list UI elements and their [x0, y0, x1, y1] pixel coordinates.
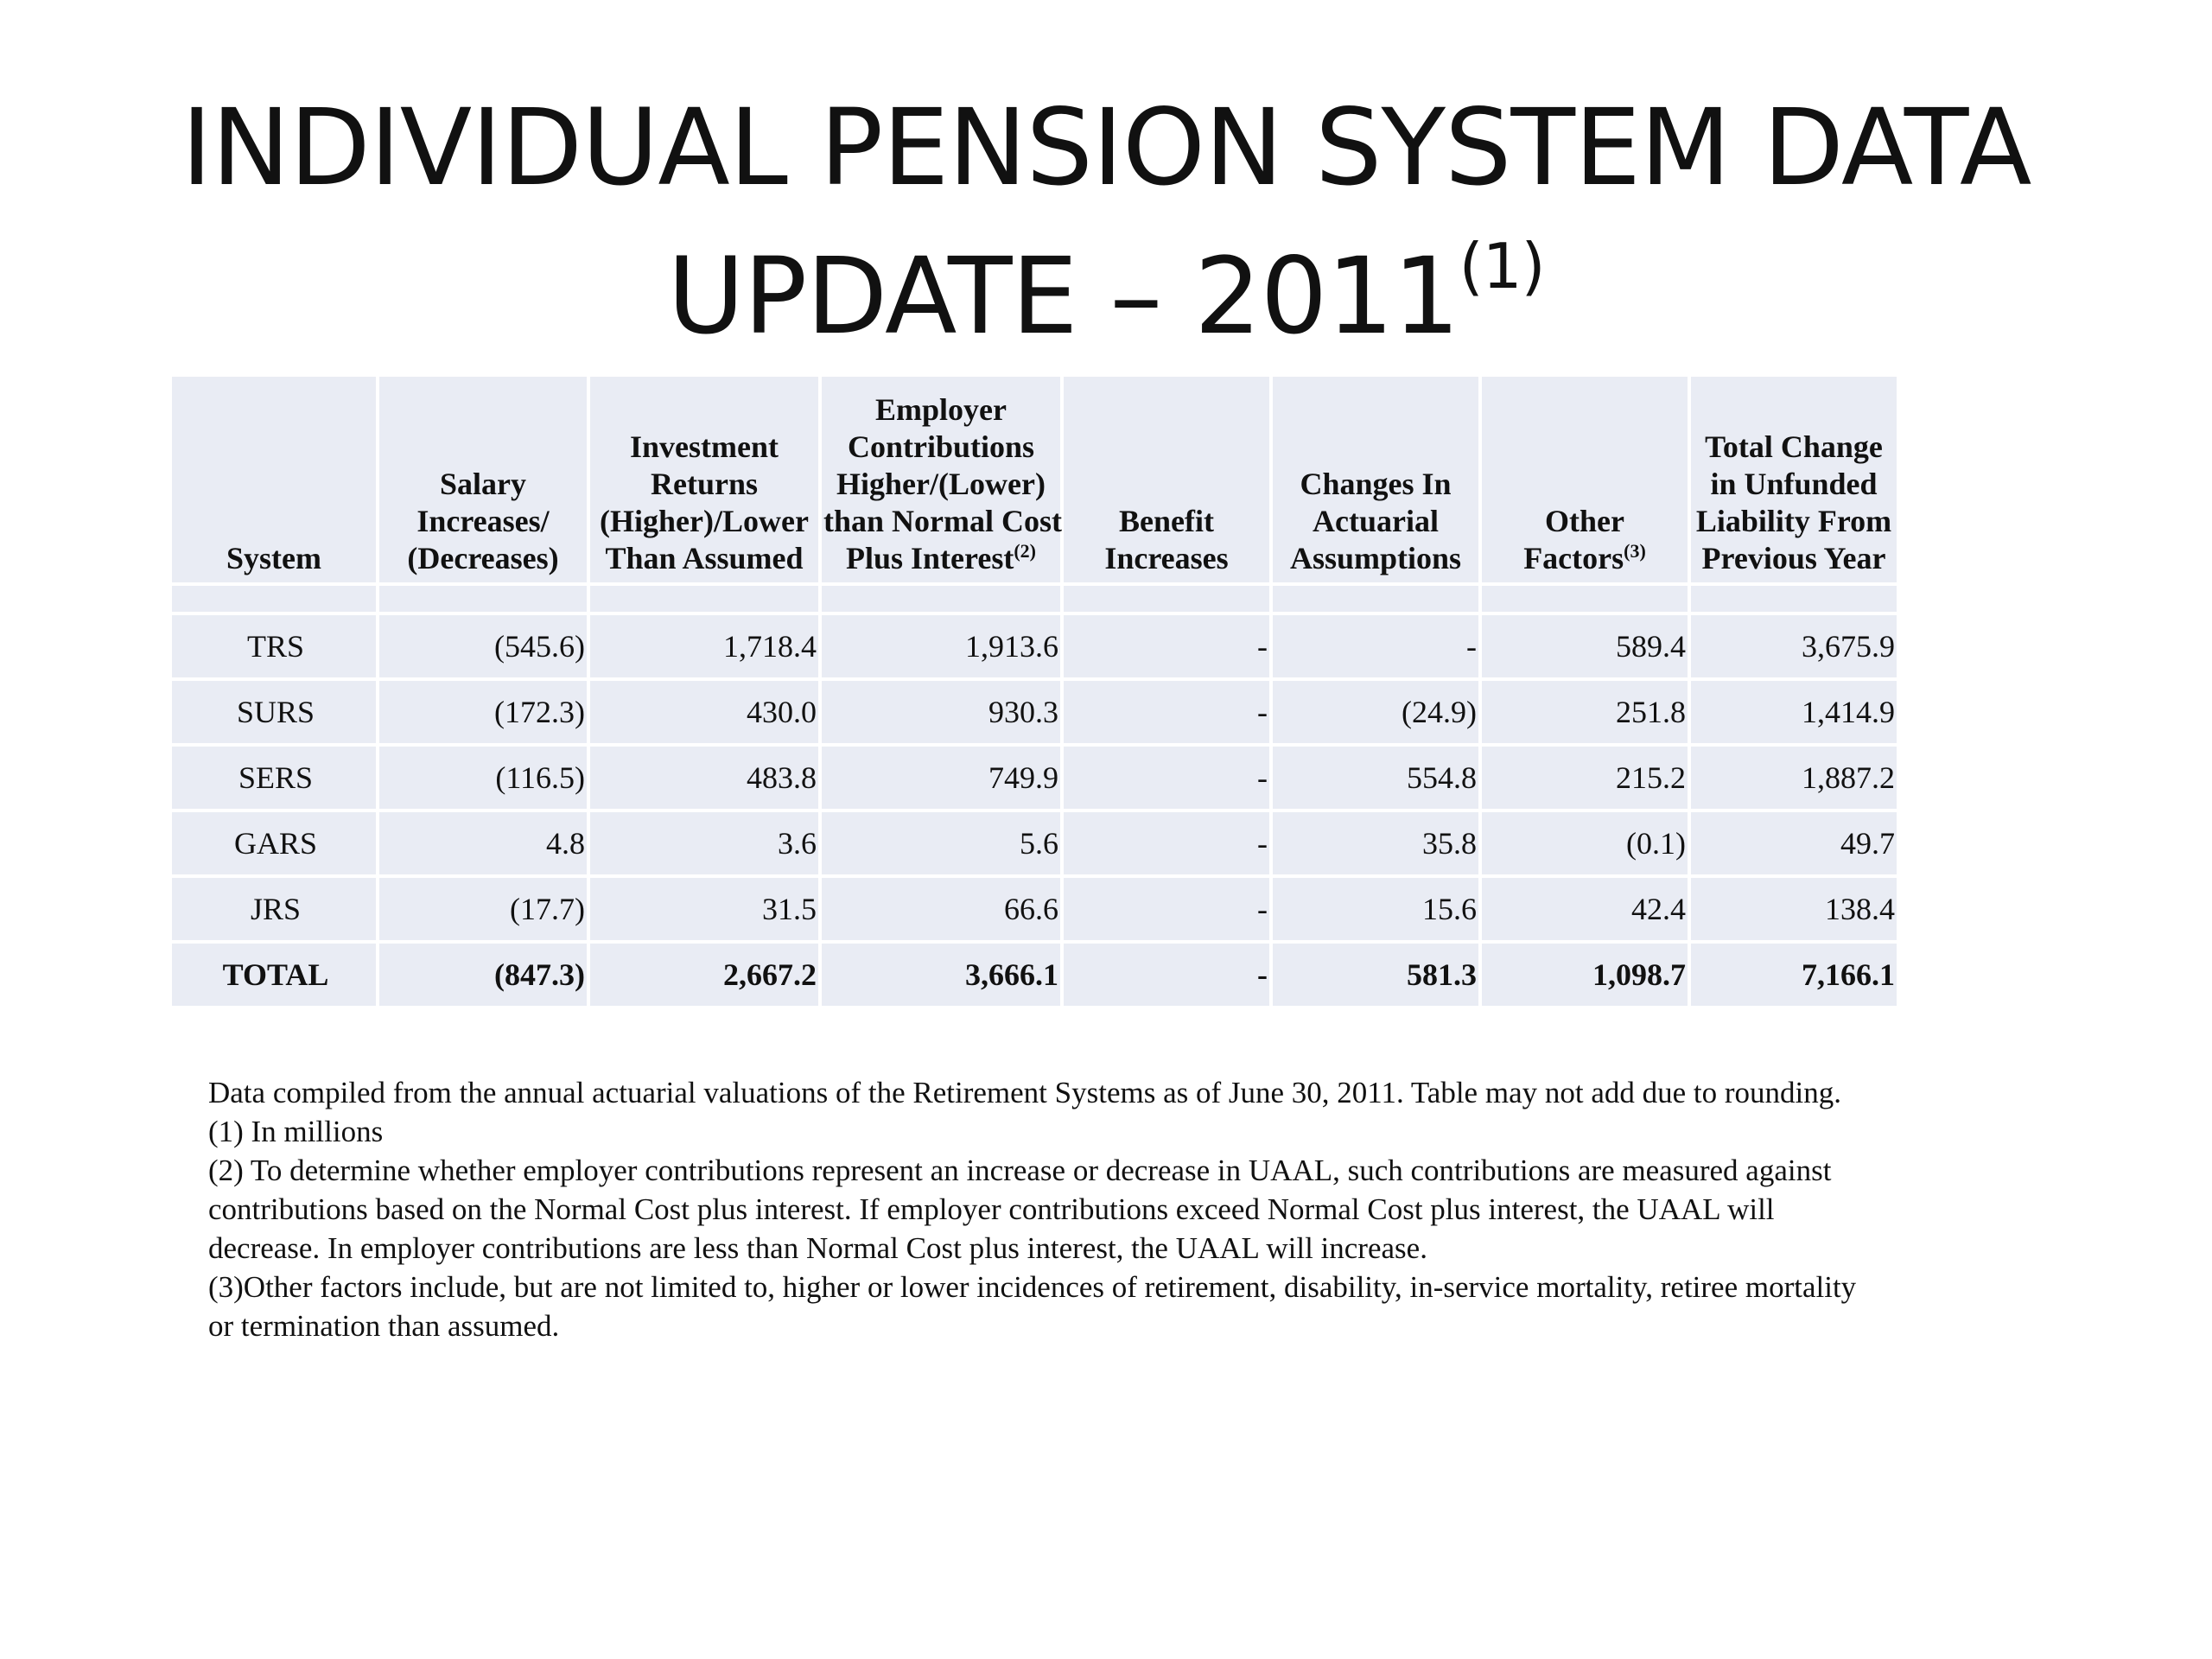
employer-cell: 66.6 — [820, 876, 1062, 942]
table-row — [170, 679, 1898, 745]
title-footnote-marker: (1) — [1459, 230, 1545, 303]
actuarial-cell: 35.8 — [1271, 810, 1480, 876]
title-line-2 — [0, 222, 2212, 371]
salary-cell: (847.3) — [378, 942, 588, 1007]
table-row — [170, 810, 1898, 876]
system-cell: TOTAL — [170, 942, 378, 1007]
footnote-source: Data compiled from the annual actuarial valuations of the Retirement Systems as of June 30, 2011. Table may not add due to rounding. — [208, 1076, 1841, 1109]
table-spacer-row — [170, 584, 1898, 613]
salary-cell: (172.3) — [378, 679, 588, 745]
system-cell: SERS — [170, 745, 378, 810]
footnote-marker-3: (3) — [1624, 540, 1646, 562]
header-employer: Employer Contributions Higher/(Lower) than Normal Cost Plus Interest$^{(2)}$ — [820, 375, 1062, 584]
salary-cell: (17.7) — [378, 876, 588, 942]
title-line-2-text: UPDATE – 2011 — [667, 235, 1459, 358]
other-cell: 42.4 — [1480, 876, 1689, 942]
header-actuarial: Changes In Actuarial Assumptions — [1271, 375, 1480, 584]
table-total-row — [170, 942, 1898, 1007]
employer-cell: 1,913.6 — [820, 613, 1062, 679]
total-cell: 1,414.9 — [1689, 679, 1898, 745]
benefit-cell: - — [1062, 679, 1271, 745]
actuarial-cell: 15.6 — [1271, 876, 1480, 942]
footnote-3: (3)Other factors include, but are not limited to, higher or lower incidences of retirement, disability, in-service mortality, retiree mortality or termination than assumed. — [208, 1270, 1857, 1343]
benefit-cell: - — [1062, 810, 1271, 876]
table-row — [170, 745, 1898, 810]
total-cell: 7,166.1 — [1689, 942, 1898, 1007]
employer-cell: 749.9 — [820, 745, 1062, 810]
slide-title — [0, 73, 2212, 371]
investment-cell: 430.0 — [588, 679, 820, 745]
table-row — [170, 613, 1898, 679]
investment-cell: 3.6 — [588, 810, 820, 876]
total-cell: 138.4 — [1689, 876, 1898, 942]
employer-cell: 5.6 — [820, 810, 1062, 876]
investment-cell: 2,667.2 — [588, 942, 820, 1007]
salary-cell: 4.8 — [378, 810, 588, 876]
actuarial-cell: (24.9) — [1271, 679, 1480, 745]
actuarial-cell: 554.8 — [1271, 745, 1480, 810]
system-cell: SURS — [170, 679, 378, 745]
actuarial-cell: - — [1271, 613, 1480, 679]
investment-cell: 483.8 — [588, 745, 820, 810]
title-line-1: INDIVIDUAL PENSION SYSTEM DATA — [181, 86, 2031, 209]
system-cell: TRS — [170, 613, 378, 679]
employer-cell: 3,666.1 — [820, 942, 1062, 1007]
footnote-2: (2) To determine whether employer contributions represent an increase or decrease in UAAL, such contributions are measured against contributions based on the Normal Cost plus interest. If employer contributions exceed Normal Cost plus interest, the UAAL will decrease. In employer contributions are less than Normal Cost plus interest, the UAAL will increase. — [208, 1154, 1832, 1265]
benefit-cell: - — [1062, 942, 1271, 1007]
other-cell: 251.8 — [1480, 679, 1689, 745]
total-cell: 3,675.9 — [1689, 613, 1898, 679]
header-benefit: Benefit Increases — [1062, 375, 1271, 584]
other-cell: 1,098.7 — [1480, 942, 1689, 1007]
table-header-row — [170, 375, 1898, 584]
benefit-cell: - — [1062, 745, 1271, 810]
system-cell: JRS — [170, 876, 378, 942]
employer-cell: 930.3 — [820, 679, 1062, 745]
header-total: Total Change in Unfunded Liability From Previous Year — [1689, 375, 1898, 584]
other-cell: 589.4 — [1480, 613, 1689, 679]
investment-cell: 1,718.4 — [588, 613, 820, 679]
salary-cell: (545.6) — [378, 613, 588, 679]
footnote-marker-2: (2) — [1014, 540, 1036, 562]
header-other: Other Factors$^{(3)}$ — [1480, 375, 1689, 584]
benefit-cell: - — [1062, 613, 1271, 679]
header-salary: Salary Increases/ (Decreases) — [378, 375, 588, 584]
pension-data-table — [168, 373, 1900, 1009]
pension-table-container — [168, 373, 1897, 1009]
header-system: System — [170, 375, 378, 584]
other-cell: 215.2 — [1480, 745, 1689, 810]
benefit-cell: - — [1062, 876, 1271, 942]
actuarial-cell: 581.3 — [1271, 942, 1480, 1007]
footnotes — [208, 1073, 1885, 1345]
total-cell: 1,887.2 — [1689, 745, 1898, 810]
salary-cell: (116.5) — [378, 745, 588, 810]
total-cell: 49.7 — [1689, 810, 1898, 876]
header-investment: Investment Returns (Higher)/Lower Than Assumed — [588, 375, 820, 584]
other-cell: (0.1) — [1480, 810, 1689, 876]
table-row — [170, 876, 1898, 942]
system-cell: GARS — [170, 810, 378, 876]
footnote-1: (1) In millions — [208, 1115, 384, 1148]
investment-cell: 31.5 — [588, 876, 820, 942]
